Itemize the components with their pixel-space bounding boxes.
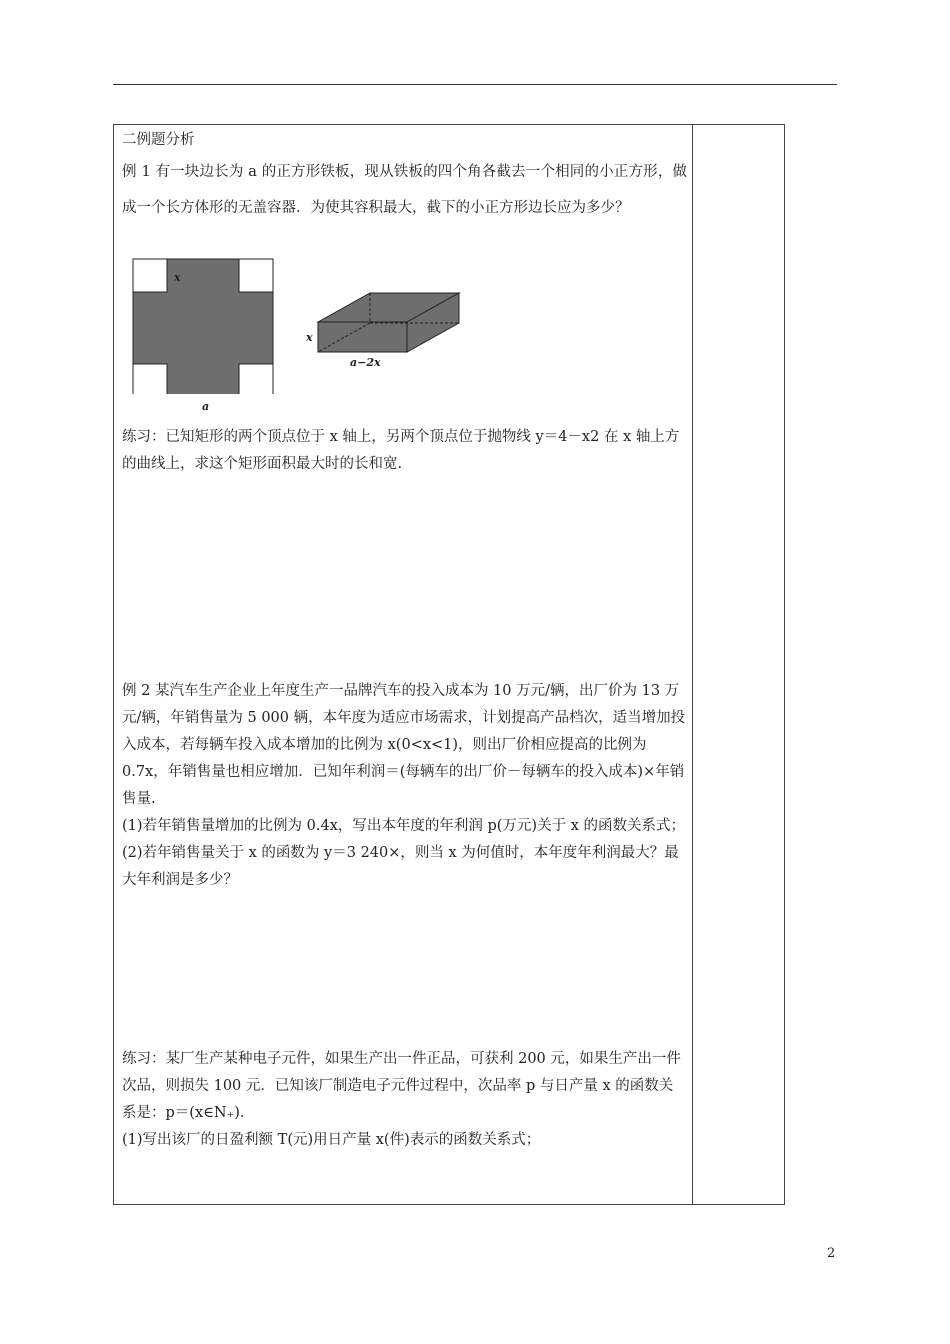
example2-question1: (1)若年销售量增加的比例为 0.4x，写出本年度的年利润 p(万元)关于 x 的函数关系式； — [122, 818, 685, 834]
square-sheet — [133, 259, 273, 394]
practice2-text: 练习：某厂生产某种电子元件，如果生产出一件正品，可获利 200 元，如果生产出一件次品，则损失 100 元．已知该厂制造电子元件过程中，次品率 p 与日产量 x 的函数关系是：p＝(x∈N₊)． — [122, 1051, 681, 1121]
example1-figure — [122, 234, 687, 413]
main-cell — [122, 128, 687, 1154]
label-x-square: x — [174, 271, 181, 284]
label-x-box: x — [306, 331, 313, 344]
practice2-question1: (1)写出该厂的日盈利额 T(元)用日产量 x(件)表示的函数关系式； — [122, 1132, 541, 1148]
example2-question2: (2)若年销售量关于 x 的函数为 y＝3 240×，则当 x 为何值时，本年度年利润最大？最大年利润是多少？ — [122, 845, 679, 888]
page-number: 2 — [827, 1246, 836, 1261]
example1-text: 例 1 有一块边长为 a 的正方形铁板，现从铁板的四个角各截去一个相同的小正方形，做成一个长方体形的无盖容器．为使其容积最大，截下的小正方形边长应为多少？ — [122, 164, 687, 216]
box-front — [318, 322, 407, 352]
figure-svg — [122, 234, 482, 394]
open-box — [318, 293, 459, 352]
section-title: 二例题分析 — [122, 132, 195, 148]
label-a: a — [202, 400, 210, 413]
label-a-minus-2x: a−2x — [350, 356, 381, 369]
practice1-text: 练习：已知矩形的两个顶点位于 x 轴上，另两个顶点位于抛物线 y＝4－x2 在 x 轴上方的曲线上，求这个矩形面积最大时的长和宽. — [122, 429, 680, 472]
example2-text: 例 2 某汽车生产企业上年度生产一品牌汽车的投入成本为 10 万元/辆，出厂价为 13 万元/辆，年销售量为 5 000 辆，本年度为适应市场需求，计划提高产品档次，适当增加投入成本，若每辆车投入成本增加的比例为 x(0<x<1)，则出厂价相应提高的比例为 0.7x，年销售量也相应增加．已知年利润＝(每辆车的出厂价－每辆车的投入成本)×年销售量. — [122, 683, 686, 807]
table-column-divider — [692, 124, 693, 1205]
header-rule — [113, 84, 837, 85]
sheet-cross — [133, 259, 273, 394]
